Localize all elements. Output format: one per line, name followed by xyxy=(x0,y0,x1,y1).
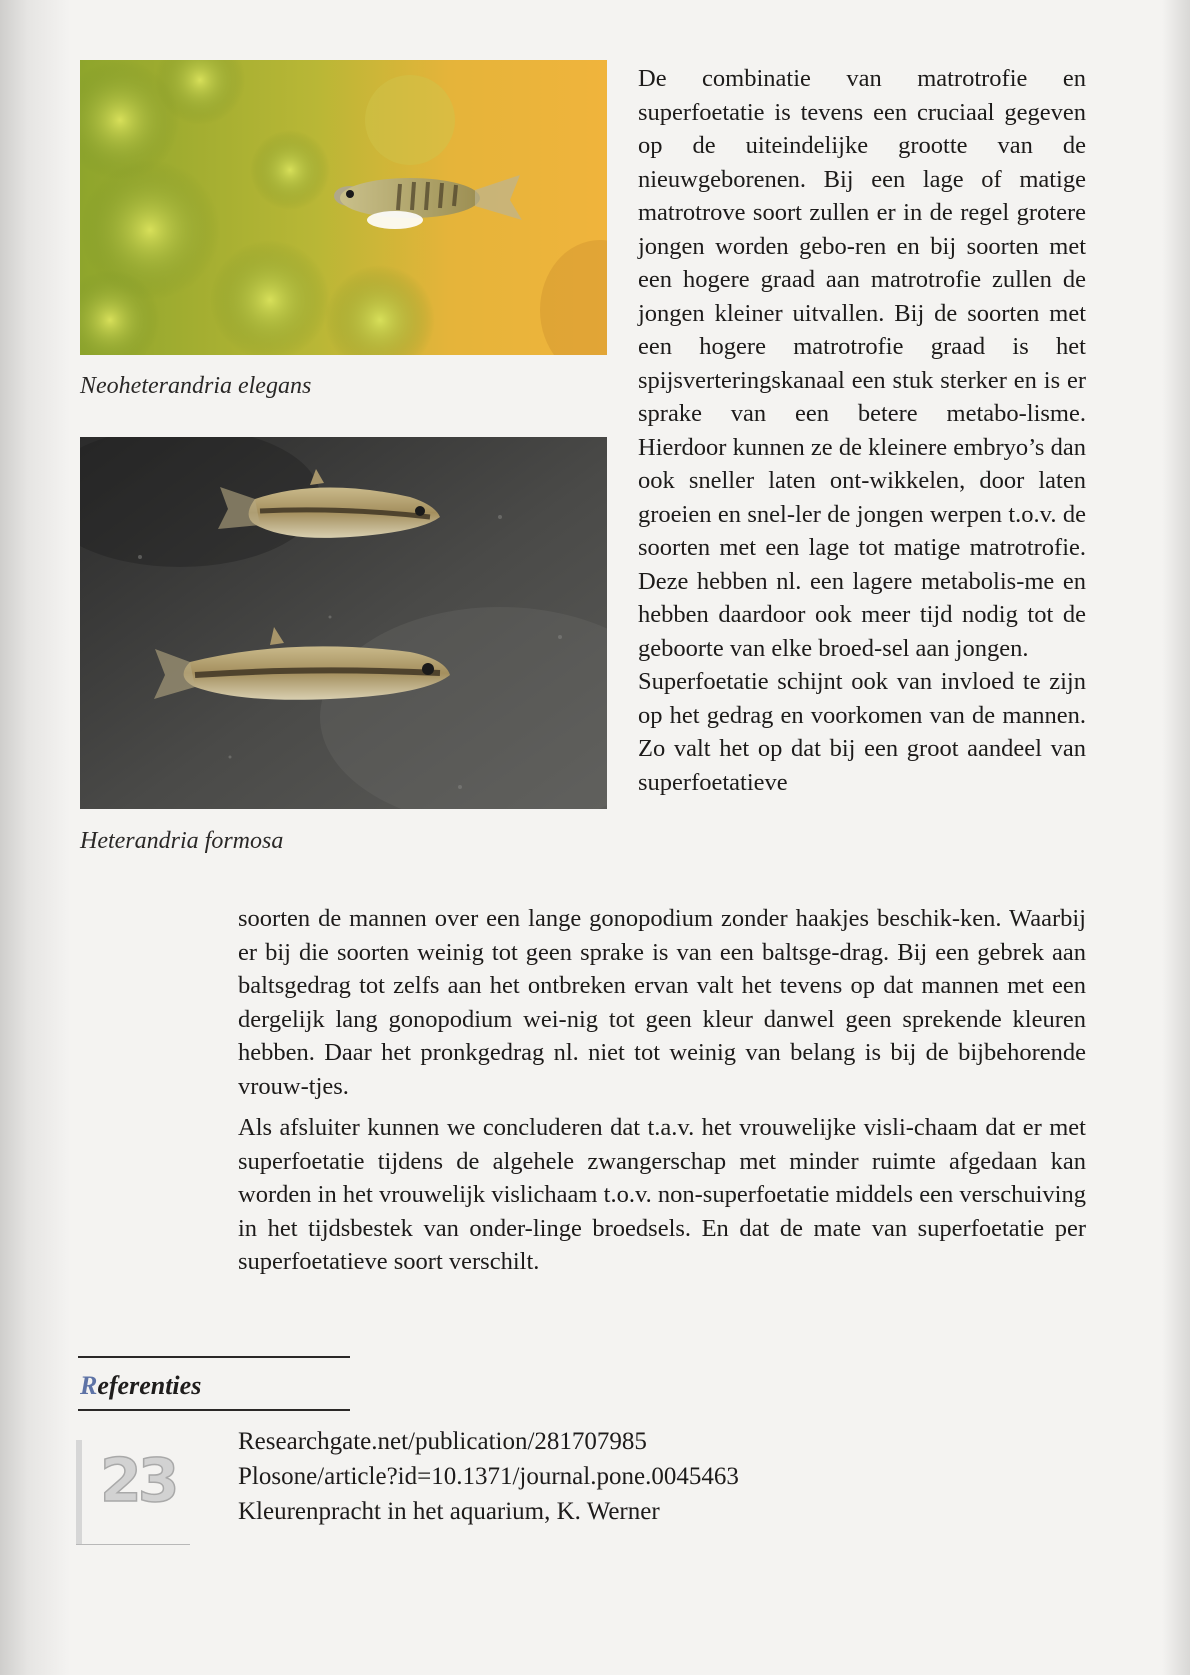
references-list xyxy=(238,1424,739,1529)
article-paragraph: soorten de mannen over een lange gonopodium zonder haakjes beschik-ken. Waarbij er bij die soorten weinig tot geen sprake is van een baltsge-drag. Bij een gebrek aan baltsgedrag tot zelfs aan het ontbreken ervan valt het tevens op dat mannen met een dergelijk lang gonopodium wei-nig tot geen kleur danwel geen sprekende kleuren hebben. Daar het pronkgedrag nl. niet tot weinig van belang is bij de bijbehorende vrouw-tjes. xyxy=(238,905,1086,1100)
photo-caption: Neoheterandria elegans xyxy=(80,373,312,399)
article-paragraph: Als afsluiter kunnen we concluderen dat t.a.v. het vrouwelijke visli-chaam dat er met superfoetatie tijdens de algehele zwangerschap met minder ruimte afgedaan kan worden in het vrouwelijk vislichaam t.o.v. non-superfoetatie middels een verschuiving in het tijdsbestek van onder-linge broedsels. En dat de mate van superfoetatie per superfoetatieve soort verschilt. xyxy=(238,1114,1086,1275)
photo-heterandria-formosa xyxy=(80,437,607,809)
article-wide-block xyxy=(238,902,1086,1279)
divider xyxy=(76,1544,190,1545)
page-number-bar xyxy=(76,1440,82,1544)
references-heading-initial: R xyxy=(80,1371,98,1400)
fish-photo-icon xyxy=(80,60,607,355)
article-paragraph: De combinatie van matrotrofie en superfoetatie is tevens een cruciaal gegeven op de uiteindelijke grootte van de nieuwgeborenen. Bij een lage of matige matrotrove soort zullen er in de regel grotere jongen worden gebo-ren en bij soorten met een hogere graad aan matrotrofie zullen de jongen kleiner uitvallen. Bij de soorten met een hogere matrotrofie graad is het spijsverteringskanaal een stuk sterker en is er sprake van een betere metabo-lisme. Hierdoor kunnen ze de kleinere embryo’s dan ook sneller laten ont-wikkelen, door laten groeien en snel-ler de jongen werpen t.o.v. de soorten met een lage tot matige matrotrofie. Deze hebben nl. een lagere metabolis-me en hebben daardoor ook meer tijd nodig tot de geboorte van elke broed-sel aan jongen. xyxy=(638,65,1086,662)
reference-item: Plosone/article?id=10.1371/journal.pone.0045463 xyxy=(238,1463,739,1490)
divider xyxy=(78,1409,350,1411)
article-column-right xyxy=(638,62,1086,799)
references-heading xyxy=(80,1371,201,1401)
references-heading-rest: eferenties xyxy=(97,1371,202,1400)
page-number: 23 xyxy=(100,1446,176,1516)
article-paragraph: Superfoetatie schijnt ook van invloed te zijn op het gedrag en voorkomen van de mannen. Zo valt het op dat bij een groot aandeel van superfoetatieve xyxy=(638,668,1086,796)
photo-caption: Heterandria formosa xyxy=(80,828,284,854)
fish-pair-photo-icon xyxy=(80,437,607,809)
page-gutter-shadow xyxy=(0,0,70,1675)
page-edge-shadow xyxy=(1162,0,1190,1675)
divider xyxy=(78,1356,350,1358)
reference-item: Kleurenpracht in het aquarium, K. Werner xyxy=(238,1498,660,1525)
reference-item: Researchgate.net/publication/281707985 xyxy=(238,1428,647,1455)
photo-neoheterandria-elegans xyxy=(80,60,607,355)
